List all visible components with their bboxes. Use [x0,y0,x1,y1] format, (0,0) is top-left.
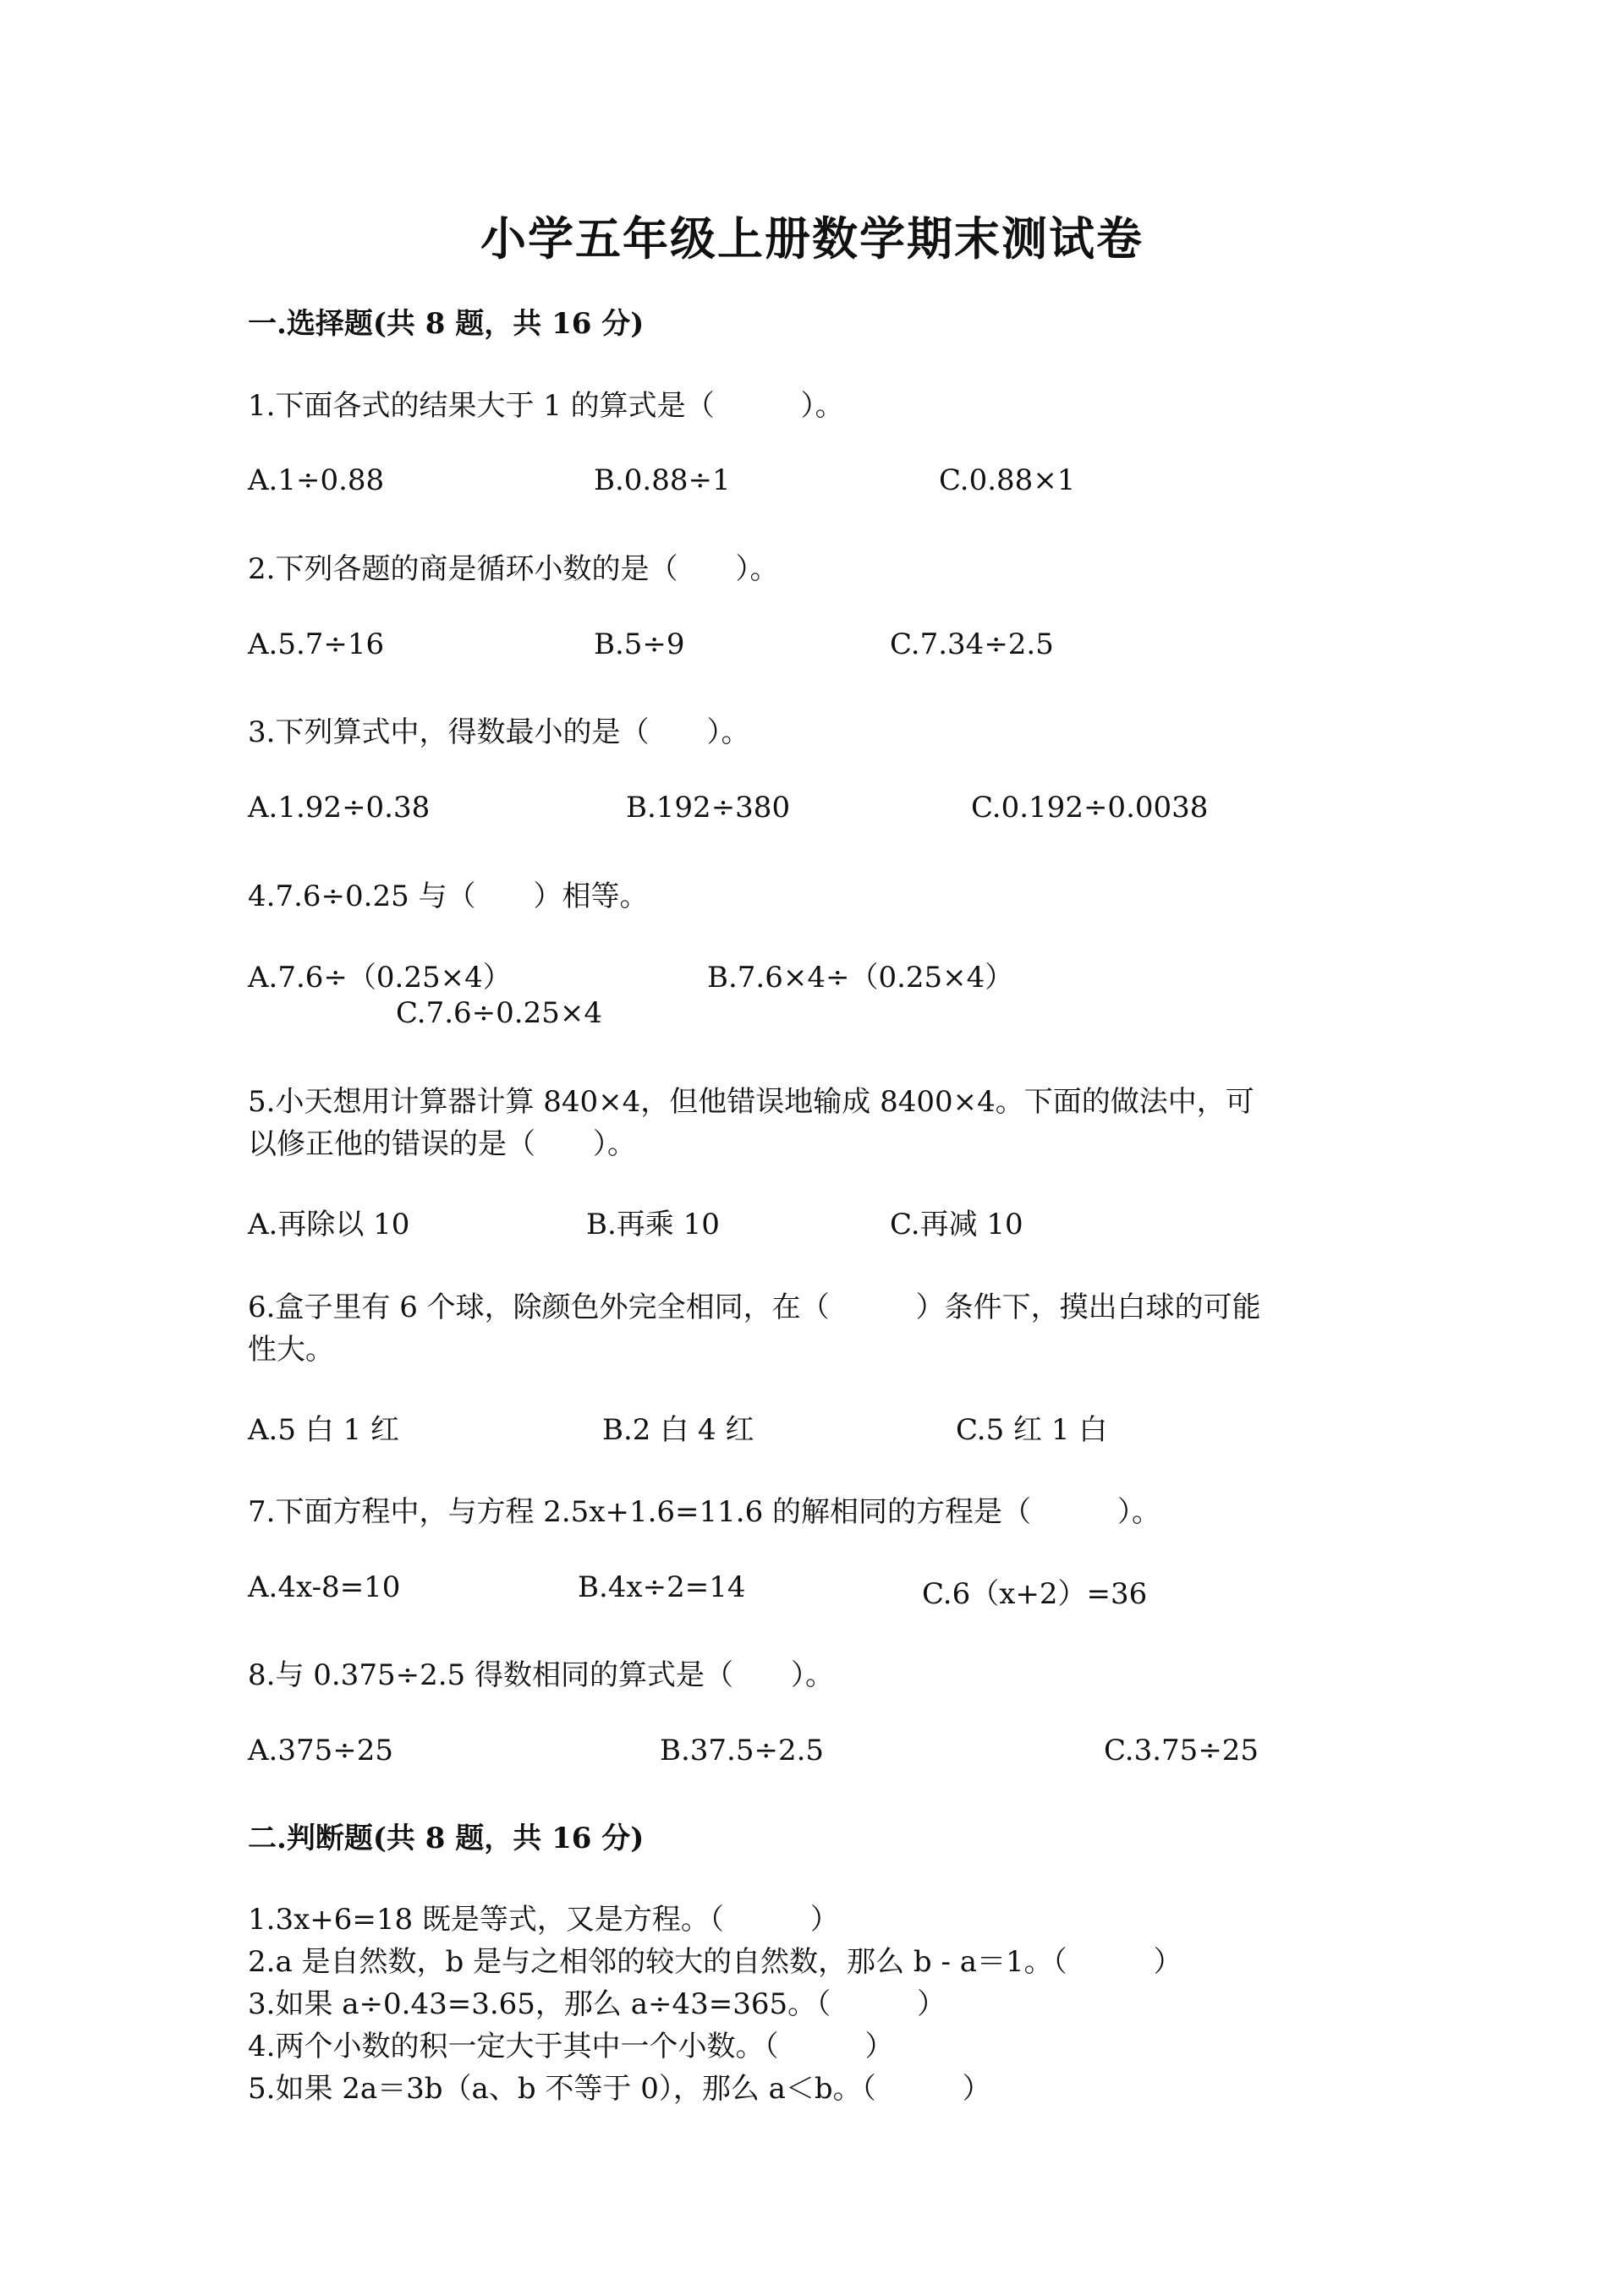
question-5-line-1: 5.小天想用计算器计算 840×4，但他错误地输成 8400×4。下面的做法中，可 [248,1085,1254,1119]
q2-option-b: B.5÷9 [594,627,685,661]
page-title: 小学五年级上册数学期末测试卷 [480,211,1144,266]
tf-item-1: 1.3x+6=18 既是等式，又是方程。（ ） [248,1903,839,1937]
question-2: 2.下列各题的商是循环小数的是（ ）。 [248,552,779,586]
tf-item-5: 5.如果 2a＝3b（a、b 不等于 0），那么 a＜b。（ ） [248,2072,991,2106]
question-3: 3.下列算式中，得数最小的是（ ）。 [248,715,750,749]
tf-item-4: 4.两个小数的积一定大于其中一个小数。（ ） [248,2030,894,2063]
q7-option-a: A.4x-8=10 [248,1570,401,1604]
question-6-line-2: 性大。 [248,1333,334,1367]
q8-option-b: B.37.5÷2.5 [660,1734,825,1767]
q1-option-a: A.1÷0.88 [248,463,385,497]
q5-option-b: B.再乘 10 [586,1208,720,1241]
question-6-line-1: 6.盒子里有 6 个球，除颜色外完全相同，在（ ）条件下，摸出白球的可能 [248,1290,1261,1324]
q4-option-b: B.7.6×4÷（0.25×4） [707,961,1014,995]
q7-option-b: B.4x÷2=14 [578,1570,746,1604]
section-heading-choice: 一.选择题(共 8 题，共 16 分) [248,307,645,341]
q2-option-c: C.7.34÷2.5 [890,627,1054,661]
q6-option-a: A.5 白 1 红 [248,1413,400,1447]
tf-item-3: 3.如果 a÷0.43=3.65，那么 a÷43=365。（ ） [248,1987,946,2021]
question-4: 4.7.6÷0.25 与（ ）相等。 [248,879,649,913]
q4-option-a: A.7.6÷（0.25×4） [248,961,512,995]
q8-option-a: A.375÷25 [248,1734,394,1767]
q6-option-c: C.5 红 1 白 [956,1413,1108,1447]
q1-option-c: C.0.88×1 [939,463,1076,497]
q6-option-b: B.2 白 4 红 [602,1413,754,1447]
section-heading-true-false: 二.判断题(共 8 题，共 16 分) [248,1822,645,1855]
q1-option-b: B.0.88÷1 [594,463,731,497]
question-5-line-2: 以修正他的错误的是（ ）。 [248,1127,636,1161]
q2-option-a: A.5.7÷16 [248,627,385,661]
question-1: 1.下面各式的结果大于 1 的算式是（ ）。 [248,389,844,423]
q3-option-c: C.0.192÷0.0038 [971,791,1209,825]
q8-option-c: C.3.75÷25 [1104,1734,1259,1767]
q4-option-c: C.7.6÷0.25×4 [396,996,602,1030]
question-8: 8.与 0.375÷2.5 得数相同的算式是（ ）。 [248,1658,834,1692]
q3-option-a: A.1.92÷0.38 [248,791,431,825]
q3-option-b: B.192÷380 [626,791,791,825]
tf-item-2: 2.a 是自然数，b 是与之相邻的较大的自然数，那么 b - a＝1。（ ） [248,1945,1182,1979]
q5-option-c: C.再减 10 [890,1208,1023,1241]
q5-option-a: A.再除以 10 [248,1208,410,1241]
q7-option-c: C.6（x+2）=36 [922,1577,1148,1611]
question-7: 7.下面方程中，与方程 2.5x+1.6=11.6 的解相同的方程是（ ）。 [248,1495,1161,1529]
